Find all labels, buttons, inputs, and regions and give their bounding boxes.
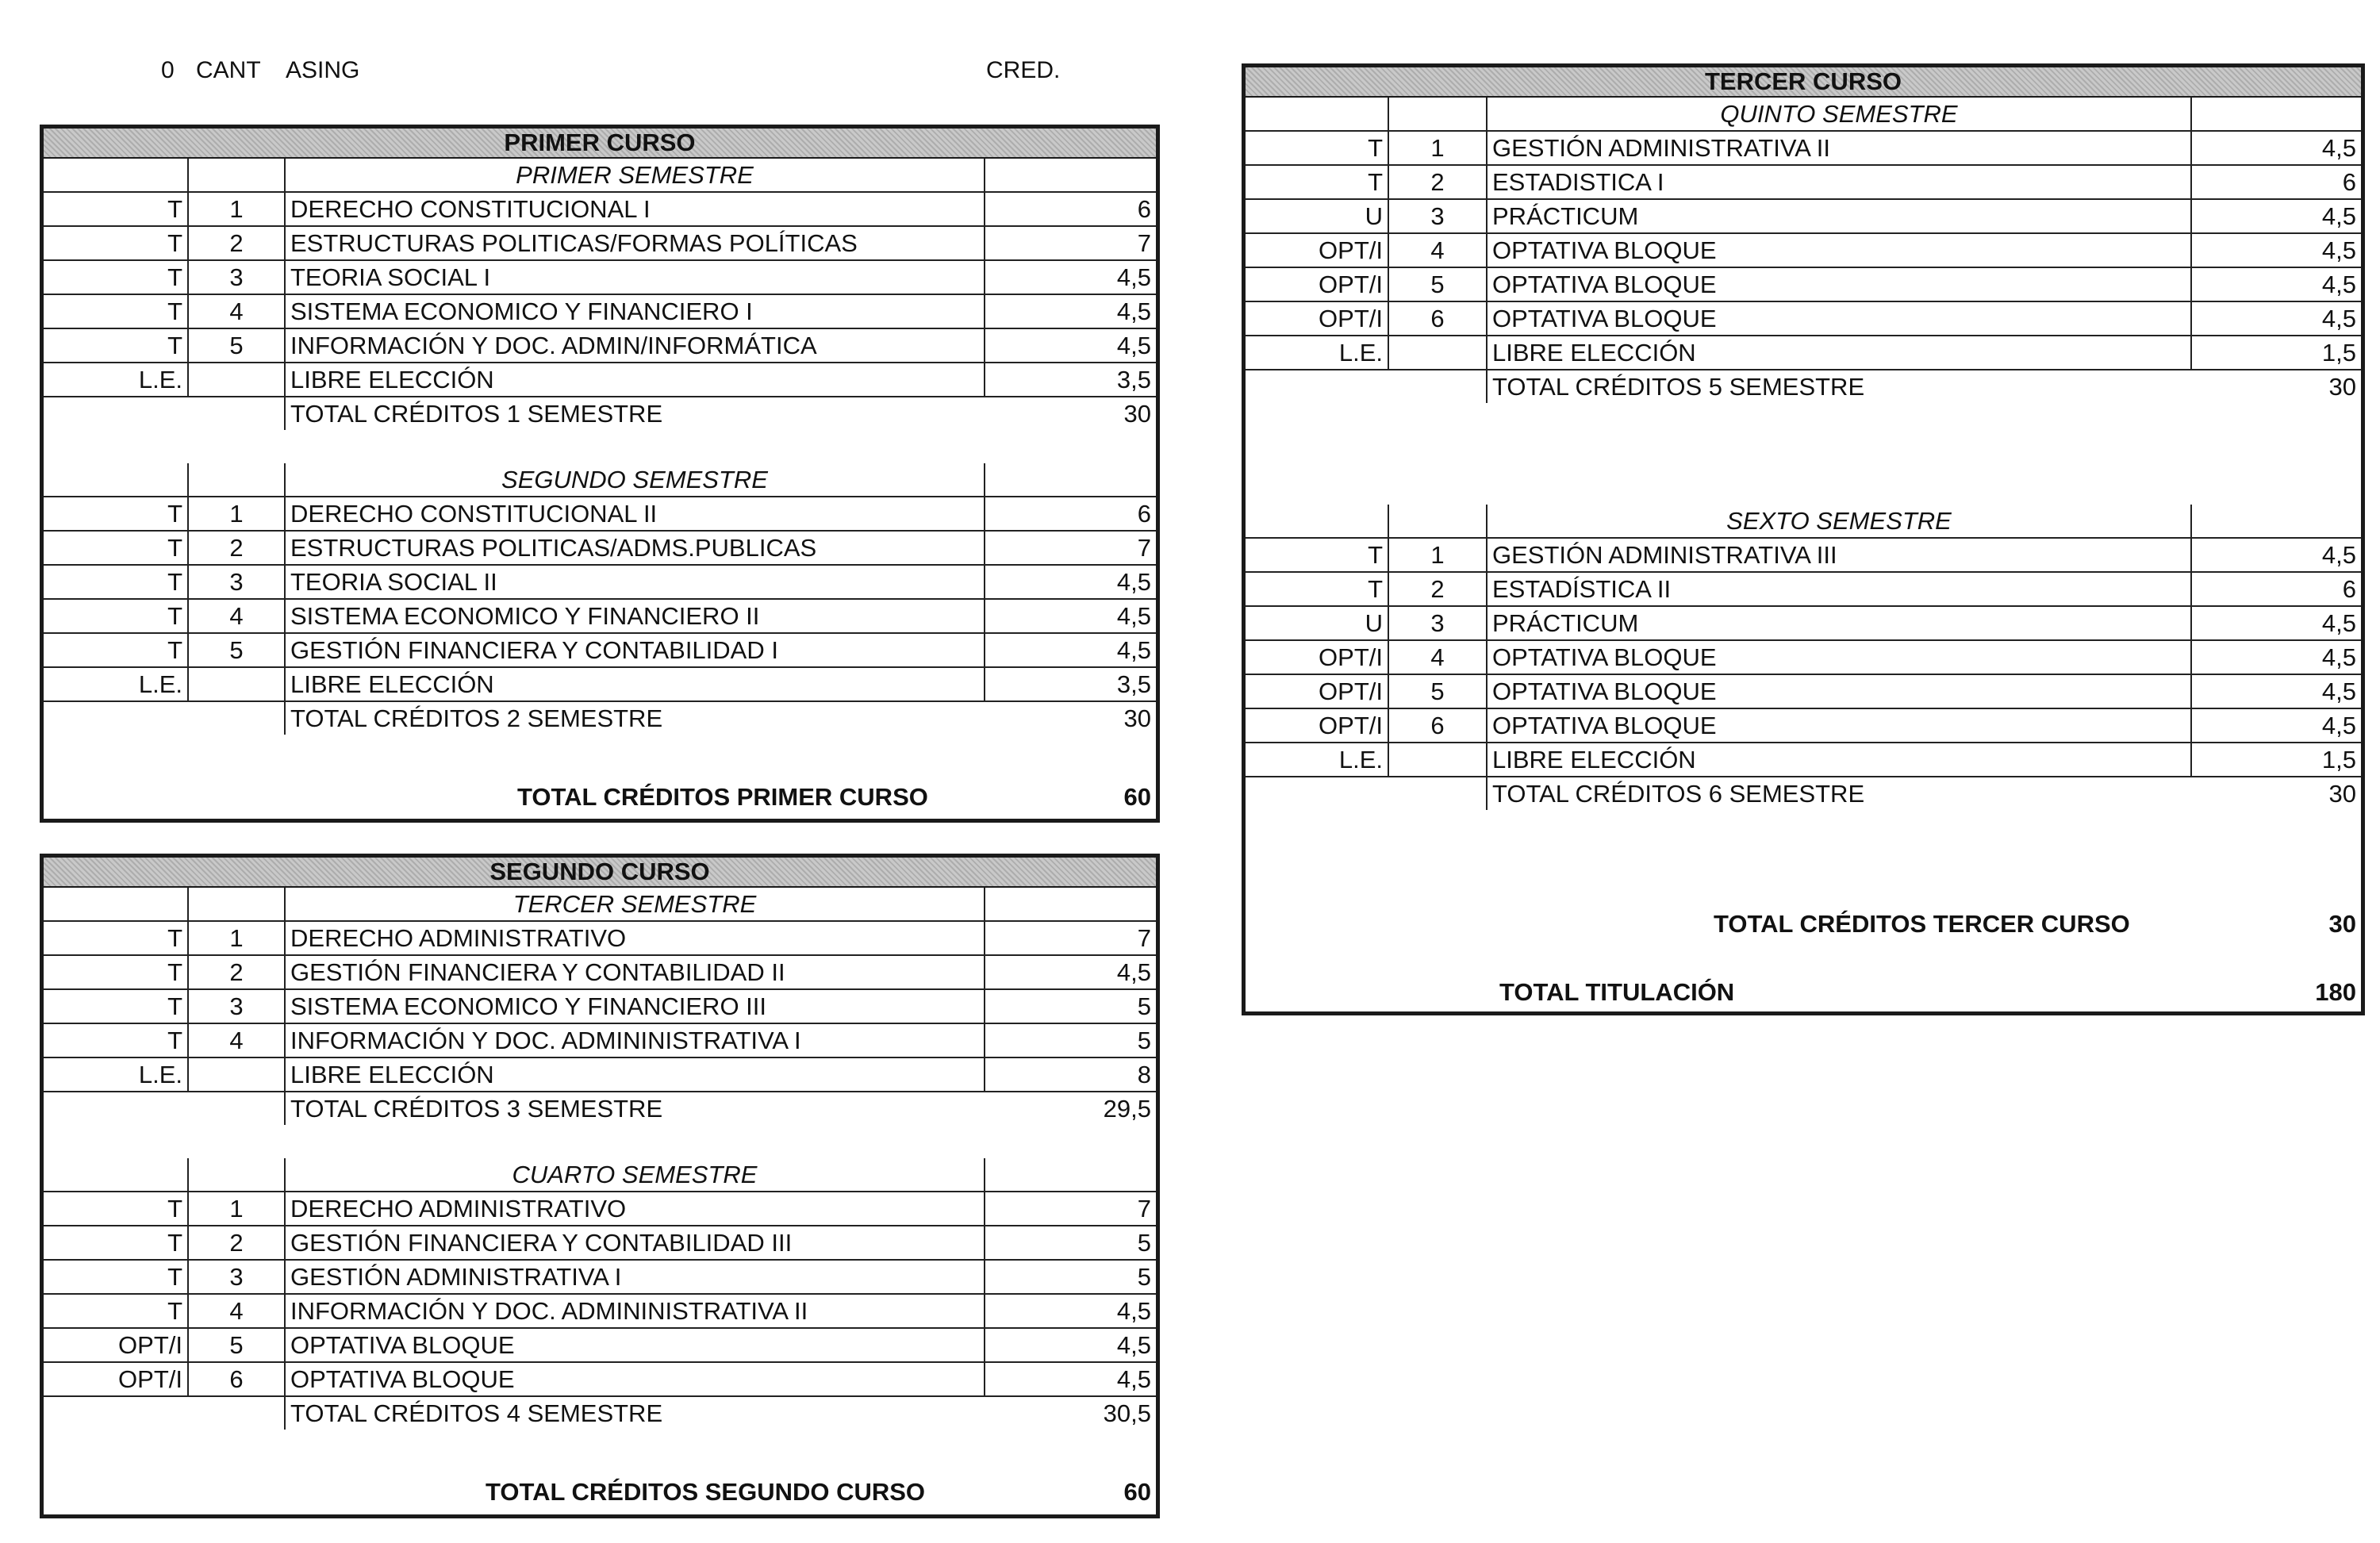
panel-title: TERCER CURSO <box>1246 67 2361 98</box>
cell-blank <box>44 463 188 497</box>
panel-segundo-curso <box>40 854 1160 1518</box>
cell-number: 4 <box>188 1294 285 1328</box>
cell-blank <box>188 1158 285 1192</box>
cell-subject: LIBRE ELECCIÓN <box>1487 336 2191 370</box>
semester-total-row <box>44 1092 1156 1125</box>
table-row <box>1246 301 2361 336</box>
cell-credits: 5 <box>985 1260 1156 1294</box>
cell-blank <box>188 1396 285 1430</box>
cell-subject: TEORIA SOCIAL I <box>285 260 985 294</box>
semester-total-value: 30 <box>1123 704 1151 732</box>
header-cant: CANT <box>196 57 261 83</box>
cell-number: 1 <box>188 497 285 531</box>
table-row <box>1246 572 2361 606</box>
semester-total-label: TOTAL CRÉDITOS 1 SEMESTRE <box>285 397 985 430</box>
footer-total-value: 30 <box>2328 910 2356 938</box>
semester-total-label: TOTAL CRÉDITOS 6 SEMESTRE <box>1487 777 2191 810</box>
cell-blank <box>44 397 188 430</box>
cell-blank <box>1388 98 1487 131</box>
cell-number: 1 <box>188 192 285 226</box>
semester-total-row <box>44 701 1156 735</box>
table-row <box>44 921 1156 955</box>
cell-type: L.E. <box>44 1057 188 1092</box>
semester-table <box>44 1158 1156 1430</box>
cell-subject: LIBRE ELECCIÓN <box>1487 743 2191 777</box>
cell-number: 3 <box>188 1260 285 1294</box>
cell-subject: ESTADISTICA I <box>1487 165 2191 199</box>
table-row <box>44 192 1156 226</box>
panel-title: SEGUNDO CURSO <box>44 858 1156 888</box>
cell-subject: OPTATIVA BLOQUE <box>1487 708 2191 743</box>
cell-number: 2 <box>188 531 285 565</box>
cell-number: 1 <box>188 1192 285 1226</box>
cell-subject: ESTRUCTURAS POLITICAS/FORMAS POLÍTICAS <box>285 226 985 260</box>
footer-total-value: 60 <box>1123 783 1151 811</box>
cell-credits: 4,5 <box>2191 606 2361 640</box>
footer-total-label: TOTAL CRÉDITOS TERCER CURSO <box>1714 910 2130 938</box>
cell-subject: DERECHO CONSTITUCIONAL II <box>285 497 985 531</box>
cell-blank <box>188 701 285 735</box>
cell-blank <box>985 463 1156 497</box>
header-zero: 0 <box>161 57 175 83</box>
cell-credits: 5 <box>985 989 1156 1023</box>
semester-total-row <box>44 397 1156 430</box>
total-titulacion-value: 180 <box>2315 978 2356 1006</box>
cell-type: OPT/I <box>1246 301 1388 336</box>
semester-total-value: 30 <box>2328 780 2356 808</box>
cell-subject: ESTADÍSTICA II <box>1487 572 2191 606</box>
cell-credits: 7 <box>985 531 1156 565</box>
cell-blank <box>188 888 285 921</box>
table-row <box>44 294 1156 328</box>
table-row <box>44 363 1156 397</box>
table-row <box>44 989 1156 1023</box>
cell-number: 6 <box>188 1362 285 1396</box>
cell-number <box>1388 336 1487 370</box>
semester-1 <box>44 159 1156 430</box>
footer-total-label: TOTAL CRÉDITOS PRIMER CURSO <box>517 783 928 811</box>
semester-header-row <box>1246 505 2361 538</box>
cell-subject: INFORMACIÓN Y DOC. ADMIN/INFORMÁTICA <box>285 328 985 363</box>
cell-subject: GESTIÓN FINANCIERA Y CONTABILIDAD III <box>285 1226 985 1260</box>
cell-type: T <box>44 599 188 633</box>
cell-number: 4 <box>188 599 285 633</box>
cell-subject: DERECHO ADMINISTRATIVO <box>285 1192 985 1226</box>
cell-number: 1 <box>1388 538 1487 572</box>
semester-title: TERCER SEMESTRE <box>285 888 985 921</box>
table-row <box>44 260 1156 294</box>
cell-subject: OPTATIVA BLOQUE <box>285 1362 985 1396</box>
cell-credits: 4,5 <box>2191 267 2361 301</box>
table-row <box>1246 165 2361 199</box>
cell-subject: OPTATIVA BLOQUE <box>1487 267 2191 301</box>
semester-table <box>44 888 1156 1125</box>
cell-credits: 4,5 <box>2191 708 2361 743</box>
cell-number: 3 <box>188 260 285 294</box>
cell-credits: 4,5 <box>2191 538 2361 572</box>
cell-type: L.E. <box>1246 336 1388 370</box>
cell-type: T <box>44 955 188 989</box>
cell-credits: 4,5 <box>985 1294 1156 1328</box>
cell-number: 5 <box>188 328 285 363</box>
table-row <box>44 1260 1156 1294</box>
cell-subject: SISTEMA ECONOMICO Y FINANCIERO I <box>285 294 985 328</box>
cell-type: T <box>44 1294 188 1328</box>
cell-credits: 1,5 <box>2191 743 2361 777</box>
cell-number: 4 <box>188 294 285 328</box>
cell-number: 4 <box>1388 233 1487 267</box>
cell-blank <box>1388 370 1487 403</box>
cell-subject: INFORMACIÓN Y DOC. ADMININISTRATIVA I <box>285 1023 985 1057</box>
cell-blank <box>44 888 188 921</box>
cell-number: 5 <box>188 1328 285 1362</box>
table-row <box>1246 233 2361 267</box>
cell-subject: TEORIA SOCIAL II <box>285 565 985 599</box>
cell-credits: 7 <box>985 921 1156 955</box>
semester-5 <box>1246 98 2361 403</box>
semester-total-row <box>1246 777 2361 810</box>
cell-type: T <box>44 1023 188 1057</box>
cell-subject: OPTATIVA BLOQUE <box>1487 301 2191 336</box>
semester-table <box>1246 98 2361 403</box>
cell-credits: 8 <box>985 1057 1156 1092</box>
cell-blank <box>188 463 285 497</box>
semester-header-row <box>44 1158 1156 1192</box>
semester-table <box>44 463 1156 735</box>
cell-number: 2 <box>188 955 285 989</box>
semester-total-value: 29,5 <box>1103 1095 1151 1123</box>
cell-credits: 4,5 <box>985 294 1156 328</box>
cell-blank <box>44 1092 188 1125</box>
footer-total-label: TOTAL CRÉDITOS SEGUNDO CURSO <box>486 1478 926 1506</box>
cell-blank <box>44 701 188 735</box>
cell-subject: GESTIÓN ADMINISTRATIVA I <box>285 1260 985 1294</box>
cell-blank <box>1246 505 1388 538</box>
cell-subject: OPTATIVA BLOQUE <box>1487 233 2191 267</box>
cell-subject: INFORMACIÓN Y DOC. ADMININISTRATIVA II <box>285 1294 985 1328</box>
cell-credits: 4,5 <box>985 565 1156 599</box>
cell-type: T <box>44 921 188 955</box>
total-titulacion-label: TOTAL TITULACIÓN <box>1499 978 1735 1006</box>
cell-subject: LIBRE ELECCIÓN <box>285 363 985 397</box>
cell-type: OPT/I <box>1246 674 1388 708</box>
cell-type: T <box>44 260 188 294</box>
cell-number <box>188 667 285 701</box>
cell-subject: DERECHO CONSTITUCIONAL I <box>285 192 985 226</box>
cell-subject: GESTIÓN FINANCIERA Y CONTABILIDAD I <box>285 633 985 667</box>
cell-subject: SISTEMA ECONOMICO Y FINANCIERO III <box>285 989 985 1023</box>
cell-type: OPT/I <box>1246 708 1388 743</box>
cell-type: T <box>44 989 188 1023</box>
table-row <box>44 1057 1156 1092</box>
semester-title: CUARTO SEMESTRE <box>285 1158 985 1192</box>
cell-credits: 4,5 <box>2191 674 2361 708</box>
semester-2 <box>44 463 1156 735</box>
table-row <box>44 531 1156 565</box>
cell-subject: ESTRUCTURAS POLITICAS/ADMS.PUBLICAS <box>285 531 985 565</box>
cell-number: 1 <box>1388 131 1487 165</box>
cell-number <box>188 363 285 397</box>
table-row <box>44 1362 1156 1396</box>
table-row <box>44 1328 1156 1362</box>
cell-blank <box>985 1158 1156 1192</box>
cell-credits: 4,5 <box>2191 131 2361 165</box>
table-row <box>1246 336 2361 370</box>
cell-subject: PRÁCTICUM <box>1487 606 2191 640</box>
table-row <box>44 1192 1156 1226</box>
cell-type: OPT/I <box>1246 640 1388 674</box>
cell-type: T <box>1246 131 1388 165</box>
cell-type: OPT/I <box>1246 267 1388 301</box>
cell-credits: 7 <box>985 226 1156 260</box>
table-row <box>44 226 1156 260</box>
cell-credits: 4,5 <box>2191 199 2361 233</box>
semester-title: PRIMER SEMESTRE <box>285 159 985 192</box>
cell-blank <box>985 888 1156 921</box>
table-row <box>1246 674 2361 708</box>
semester-table <box>44 159 1156 430</box>
cell-type: T <box>44 1260 188 1294</box>
cell-subject: GESTIÓN ADMINISTRATIVA III <box>1487 538 2191 572</box>
spacer <box>44 1125 1156 1158</box>
cell-credits: 5 <box>985 1023 1156 1057</box>
semester-table <box>1246 505 2361 810</box>
table-row <box>1246 131 2361 165</box>
cell-blank <box>985 159 1156 192</box>
cell-type: L.E. <box>1246 743 1388 777</box>
cell-subject: LIBRE ELECCIÓN <box>285 1057 985 1092</box>
cell-subject: OPTATIVA BLOQUE <box>1487 674 2191 708</box>
table-row <box>1246 538 2361 572</box>
cell-credits: 7 <box>985 1192 1156 1226</box>
cell-number <box>1388 743 1487 777</box>
cell-credits: 4,5 <box>985 955 1156 989</box>
cell-credits: 4,5 <box>2191 233 2361 267</box>
table-row <box>1246 199 2361 233</box>
cell-number: 4 <box>1388 640 1487 674</box>
cell-credits: 3,5 <box>985 363 1156 397</box>
cell-type: L.E. <box>44 667 188 701</box>
semester-total-label: TOTAL CRÉDITOS 4 SEMESTRE <box>285 1396 985 1430</box>
table-row <box>1246 606 2361 640</box>
cell-blank <box>44 1396 188 1430</box>
cell-blank <box>1246 98 1388 131</box>
cell-number: 2 <box>188 226 285 260</box>
cell-type: L.E. <box>44 363 188 397</box>
cell-number: 6 <box>1388 708 1487 743</box>
cell-credits: 6 <box>985 497 1156 531</box>
cell-number: 3 <box>188 565 285 599</box>
cell-blank <box>44 1158 188 1192</box>
spacer <box>1246 403 2361 505</box>
cell-credits: 6 <box>2191 165 2361 199</box>
semester-header-row <box>1246 98 2361 131</box>
cell-number: 3 <box>188 989 285 1023</box>
semester-total-value: 30,5 <box>1103 1399 1151 1427</box>
cell-subject: OPTATIVA BLOQUE <box>1487 640 2191 674</box>
cell-blank <box>188 397 285 430</box>
cell-type: T <box>44 1226 188 1260</box>
table-row <box>1246 267 2361 301</box>
cell-subject: SISTEMA ECONOMICO Y FINANCIERO II <box>285 599 985 633</box>
cell-credits: 5 <box>985 1226 1156 1260</box>
cell-number: 2 <box>1388 572 1487 606</box>
semester-header-row <box>44 463 1156 497</box>
cell-blank <box>1388 505 1487 538</box>
table-row <box>44 497 1156 531</box>
semester-4 <box>44 1158 1156 1430</box>
cell-type: T <box>1246 572 1388 606</box>
cell-subject: PRÁCTICUM <box>1487 199 2191 233</box>
cell-blank <box>1388 777 1487 810</box>
cell-subject: GESTIÓN FINANCIERA Y CONTABILIDAD II <box>285 955 985 989</box>
cell-type: T <box>44 328 188 363</box>
table-row <box>44 1294 1156 1328</box>
semester-3 <box>44 888 1156 1125</box>
cell-type: T <box>44 633 188 667</box>
cell-type: OPT/I <box>1246 233 1388 267</box>
cell-credits: 4,5 <box>985 328 1156 363</box>
header-asing: ASING <box>286 57 360 83</box>
cell-credits: 6 <box>2191 572 2361 606</box>
cell-subject: DERECHO ADMINISTRATIVO <box>285 921 985 955</box>
header-cred: CRED. <box>986 57 1061 83</box>
cell-type: T <box>44 565 188 599</box>
cell-blank <box>2191 98 2361 131</box>
cell-credits: 4,5 <box>985 599 1156 633</box>
cell-credits: 3,5 <box>985 667 1156 701</box>
cell-type: U <box>1246 606 1388 640</box>
cell-number: 1 <box>188 921 285 955</box>
cell-blank <box>188 159 285 192</box>
table-row <box>44 633 1156 667</box>
semester-title: QUINTO SEMESTRE <box>1487 98 2191 131</box>
semester-total-label: TOTAL CRÉDITOS 5 SEMESTRE <box>1487 370 2191 403</box>
cell-subject: OPTATIVA BLOQUE <box>285 1328 985 1362</box>
cell-type: T <box>1246 165 1388 199</box>
cell-type: OPT/I <box>44 1362 188 1396</box>
semester-header-row <box>44 888 1156 921</box>
semester-header-row <box>44 159 1156 192</box>
cell-number: 4 <box>188 1023 285 1057</box>
cell-type: T <box>44 531 188 565</box>
cell-credits: 4,5 <box>2191 640 2361 674</box>
cell-number: 3 <box>1388 606 1487 640</box>
table-row <box>44 328 1156 363</box>
cell-blank <box>2191 505 2361 538</box>
cell-subject: GESTIÓN ADMINISTRATIVA II <box>1487 131 2191 165</box>
table-row <box>44 667 1156 701</box>
semester-title: SEXTO SEMESTRE <box>1487 505 2191 538</box>
semester-total-row <box>1246 370 2361 403</box>
panel-title: PRIMER CURSO <box>44 129 1156 159</box>
cell-type: T <box>44 1192 188 1226</box>
cell-number <box>188 1057 285 1092</box>
footer-total-value: 60 <box>1123 1478 1151 1506</box>
cell-number: 2 <box>1388 165 1487 199</box>
table-row <box>44 1023 1156 1057</box>
cell-blank <box>1246 777 1388 810</box>
cell-number: 5 <box>1388 267 1487 301</box>
cell-number: 6 <box>1388 301 1487 336</box>
cell-type: T <box>44 294 188 328</box>
semester-total-row <box>44 1396 1156 1430</box>
cell-type: T <box>1246 538 1388 572</box>
cell-blank <box>188 1092 285 1125</box>
cell-blank <box>44 159 188 192</box>
cell-credits: 4,5 <box>985 1328 1156 1362</box>
spacer <box>44 430 1156 463</box>
table-row <box>44 955 1156 989</box>
table-row <box>1246 640 2361 674</box>
cell-credits: 4,5 <box>985 260 1156 294</box>
cell-credits: 4,5 <box>985 633 1156 667</box>
cell-credits: 6 <box>985 192 1156 226</box>
cell-type: T <box>44 497 188 531</box>
semester-total-value: 30 <box>2328 373 2356 401</box>
panel-primer-curso <box>40 125 1160 823</box>
cell-credits: 1,5 <box>2191 336 2361 370</box>
table-row <box>44 1226 1156 1260</box>
semester-total-label: TOTAL CRÉDITOS 3 SEMESTRE <box>285 1092 985 1125</box>
table-row <box>44 565 1156 599</box>
cell-type: U <box>1246 199 1388 233</box>
cell-number: 2 <box>188 1226 285 1260</box>
cell-type: T <box>44 226 188 260</box>
cell-number: 3 <box>1388 199 1487 233</box>
semester-total-label: TOTAL CRÉDITOS 2 SEMESTRE <box>285 701 985 735</box>
cell-credits: 4,5 <box>985 1362 1156 1396</box>
semester-title: SEGUNDO SEMESTRE <box>285 463 985 497</box>
cell-number: 5 <box>188 633 285 667</box>
semester-total-value: 30 <box>1123 400 1151 428</box>
table-row <box>1246 708 2361 743</box>
semester-6 <box>1246 505 2361 810</box>
table-row <box>1246 743 2361 777</box>
table-row <box>44 599 1156 633</box>
cell-subject: LIBRE ELECCIÓN <box>285 667 985 701</box>
cell-type: T <box>44 192 188 226</box>
cell-credits: 4,5 <box>2191 301 2361 336</box>
cell-type: OPT/I <box>44 1328 188 1362</box>
cell-blank <box>1246 370 1388 403</box>
cell-number: 5 <box>1388 674 1487 708</box>
panel-tercer-curso <box>1242 63 2365 1015</box>
